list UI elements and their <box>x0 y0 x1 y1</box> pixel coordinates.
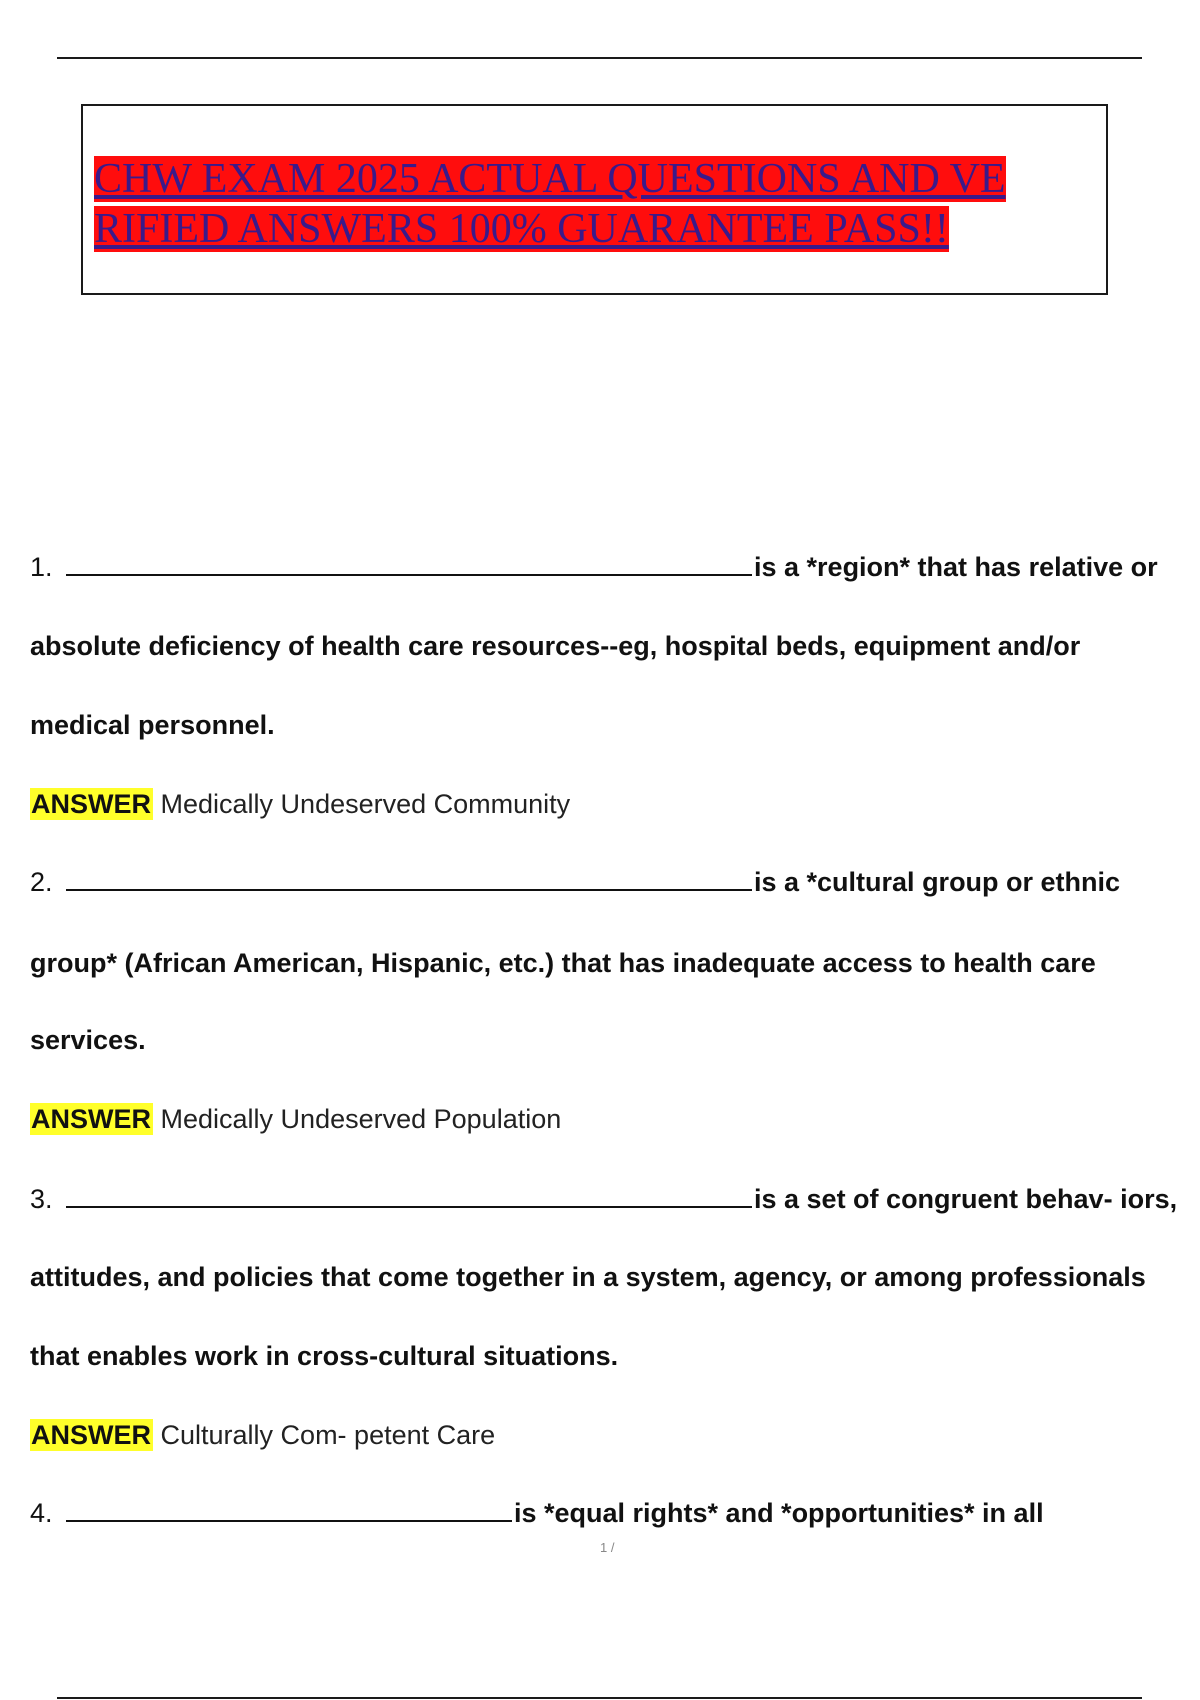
question-prompt: is a set of congruent behav- iors, <box>754 1184 1178 1214</box>
answer-2 <box>30 1101 561 1137</box>
question-4-line-1 <box>30 1496 1044 1530</box>
question-3-line-3: that enables work in cross-cultural situations. <box>30 1341 619 1371</box>
page-number: 1 / <box>600 1540 615 1555</box>
answer-1 <box>30 786 570 822</box>
question-1-line-2: absolute deficiency of health care resources--eg, hospital beds, equipment and/or <box>30 631 1081 661</box>
question-number: 3. <box>30 1184 53 1214</box>
document-title <box>94 154 1094 254</box>
question-number: 1. <box>30 552 53 582</box>
answer-blank <box>66 1496 512 1522</box>
answer-blank <box>66 1182 752 1208</box>
title-line-2: RIFIED ANSWERS 100% GUARANTEE PASS!! <box>94 206 949 252</box>
top-rule <box>57 57 1142 59</box>
answer-blank <box>66 865 752 891</box>
bottom-rule <box>57 1697 1142 1699</box>
question-prompt: is *equal rights* and *opportunities* in all <box>514 1498 1044 1528</box>
question-1-line-1 <box>30 550 1158 584</box>
answer-label: ANSWER <box>31 1420 151 1450</box>
question-2-line-3: services. <box>30 1025 146 1055</box>
question-3-line-1 <box>30 1182 1177 1216</box>
answer-text: Medically Undeserved Population <box>160 1104 562 1134</box>
answer-3 <box>30 1417 495 1453</box>
answer-label: ANSWER <box>31 1104 151 1134</box>
answer-label: ANSWER <box>31 789 151 819</box>
answer-text: Culturally Com- petent Care <box>160 1420 496 1450</box>
question-number: 4. <box>30 1498 53 1528</box>
title-line-1: CHW EXAM 2025 ACTUAL QUESTIONS AND VE <box>94 156 1006 202</box>
question-1-line-3: medical personnel. <box>30 710 275 740</box>
question-2-line-1 <box>30 865 1120 899</box>
answer-text: Medically Undeserved Community <box>160 789 571 819</box>
question-prompt: is a *cultural group or ethnic <box>754 867 1121 897</box>
question-number: 2. <box>30 867 53 897</box>
answer-blank <box>66 550 752 576</box>
question-3-line-2: attitudes, and policies that come together in a system, agency, or among professionals <box>30 1262 1146 1292</box>
question-prompt: is a *region* that has relative or <box>754 552 1158 582</box>
title-box <box>81 104 1108 295</box>
question-2-line-2: group* (African American, Hispanic, etc.) that has inadequate access to health care <box>30 948 1096 978</box>
